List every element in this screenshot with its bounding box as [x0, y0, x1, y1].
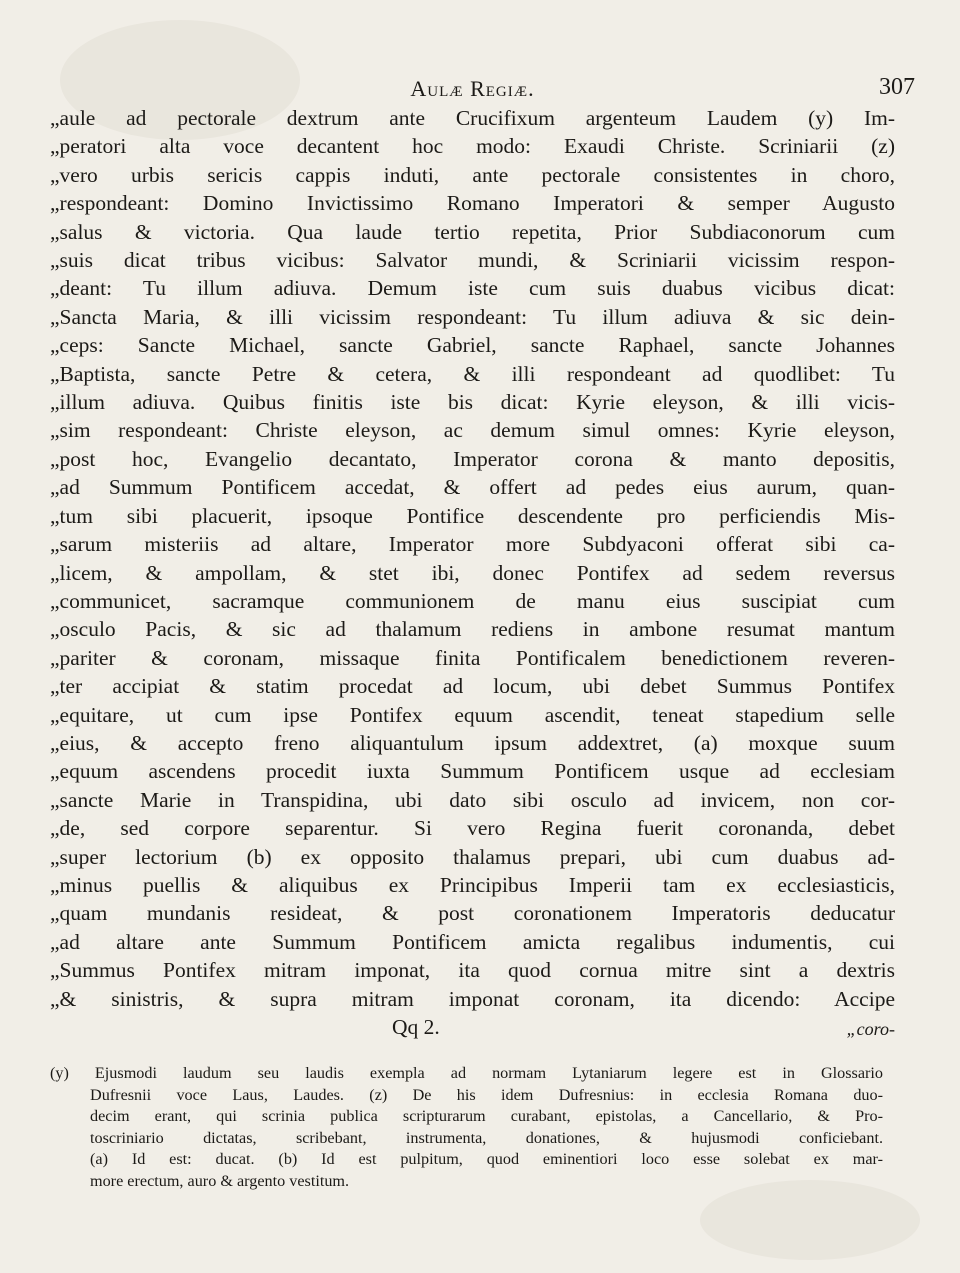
text-line: „ad altare ante Summum Pontificem amicta regalibus indumentis, cui — [50, 929, 895, 954]
text-line: „post hoc, Evangelio decantato, Imperator corona & manto depositis, — [50, 446, 895, 471]
text-line: „sim respondeant: Christe eleyson, ac demum simul omnes: Kyrie eleyson, — [50, 418, 895, 443]
main-text — [50, 104, 895, 1013]
text-line: „osculo Pacis, & sic ad thalamum rediens in ambone resumat mantum — [50, 617, 895, 642]
text-line: „eius, & accepto freno aliquantulum ipsum addextret, (a) moxque suum — [50, 730, 895, 755]
text-line: „sancte Marie in Transpidina, ubi dato sibi osculo ad invicem, non cor- — [50, 787, 895, 812]
page-number: 307 — [879, 74, 915, 100]
signature-row — [50, 1015, 895, 1043]
footnote-line: more erectum, auro & argento vestitum. — [90, 1171, 350, 1190]
text-line: „aule ad pectorale dextrum ante Crucifixum argenteum Laudem (y) Im- — [50, 106, 895, 130]
text-line: „equum ascendens procedit iuxta Summum Pontificem usque ad ecclesiam — [50, 759, 895, 784]
text-line: „ad Summum Pontificem accedat, & offert ad pedes eius aurum, quan- — [50, 475, 895, 500]
text-line: „respondeant: Domino Invictissimo Romano Imperatori & semper Augusto — [50, 191, 895, 216]
catchword: „coro- — [846, 1019, 895, 1039]
text-line: „peratori alta voce decantent hoc modo: Exaudi Christe. Scriniarii (z) — [50, 134, 895, 159]
text-line: „licem, & ampollam, & stet ibi, donec Pontifex ad sedem reversus — [50, 560, 895, 585]
text-line: „Sancta Maria, & illi vicissim respondeant: Tu illum adiuva & sic dein- — [50, 304, 895, 329]
text-line: „Baptista, sancte Petre & cetera, & illi respondeant ad quodlibet: Tu — [50, 361, 895, 386]
footnote-line: (y) Ejusmodi laudum seu laudis exempla ad normam Lytaniarum legere est in Glossario — [50, 1064, 883, 1082]
signature-mark: Qq 2. — [392, 1015, 440, 1039]
text-line: „deant: Tu illum adiuva. Demum iste cum suis duabus vicibus dicat: — [50, 276, 895, 301]
text-line: „de, sed corpore separentur. Si vero Regina fuerit coronanda, debet — [50, 816, 895, 841]
text-line: „quam mundanis resideat, & post coronationem Imperatoris deducatur — [50, 901, 895, 926]
text-line: „illum adiuva. Quibus finitis iste bis dicat: Kyrie eleyson, & illi vicis- — [50, 390, 895, 415]
footnote-line: (a) Id est: ducat. (b) Id est pulpitum, quod eminentiori loco esse solebat ex mar- — [90, 1150, 883, 1168]
running-head: Aulæ Regiæ. — [410, 76, 535, 101]
book-page — [50, 68, 915, 1192]
text-line: „minus puellis & aliquibus ex Principibus Imperii tam ex ecclesiasticis, — [50, 872, 895, 897]
footnotes — [50, 1063, 883, 1192]
text-line: „Summus Pontifex mitram imponat, ita quod cornua mitre sint a dextris — [50, 958, 895, 983]
text-line: „suis dicat tribus vicibus: Salvator mundi, & Scriniarii vicissim respon- — [50, 248, 895, 273]
text-line: „pariter & coronam, missaque finita Pontificalem benedictionem reveren- — [50, 645, 895, 670]
text-line: „super lectorium (b) ex opposito thalamus prepari, ubi cum duabus ad- — [50, 844, 895, 869]
text-line: „communicet, sacramque communionem de manu eius suscipiat cum — [50, 588, 895, 613]
text-line: „vero urbis sericis cappis induti, ante pectorale consistentes in choro, — [50, 162, 895, 187]
text-line: „ceps: Sancte Michael, sancte Gabriel, sancte Raphael, sancte Johannes — [50, 333, 895, 358]
text-line: „equitare, ut cum ipse Pontifex equum ascendit, teneat stapedium selle — [50, 702, 895, 727]
footnote-line: decim erant, qui scrinia publica scripturarum curabant, epistolas, a Cancellario, & Pro- — [90, 1107, 883, 1125]
text-line: „salus & victoria. Qua laude tertio repetita, Prior Subdiaconorum cum — [50, 219, 895, 244]
page-header — [50, 68, 915, 104]
footnote-line: toscriniario dictatas, scribebant, instrumenta, donationes, & hujusmodi conficiebant. — [90, 1128, 883, 1147]
text-line: „sarum misteriis ad altare, Imperator more Subdyaconi offerat sibi ca- — [50, 532, 895, 557]
text-line: „ter accipiat & statim procedat ad locum, ubi debet Summus Pontifex — [50, 674, 895, 699]
text-line: „tum sibi placuerit, ipsoque Pontifice descendente pro perficiendis Mis- — [50, 503, 895, 528]
text-line: „& sinistris, & supra mitram imponat coronam, ita dicendo: Accipe — [50, 986, 895, 1011]
footnote-line: Dufresnii voce Laus, Laudes. (z) De his idem Dufresnius: in ecclesia Romana duo- — [90, 1085, 883, 1104]
paper-stain — [700, 1180, 920, 1260]
